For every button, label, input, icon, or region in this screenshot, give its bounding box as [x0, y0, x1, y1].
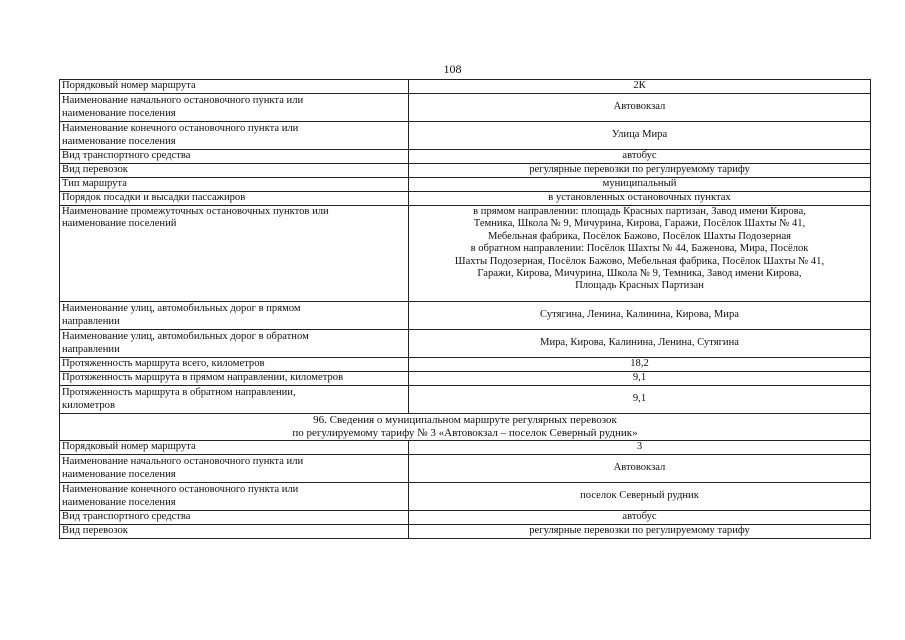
row-value-line: Сутягина, Ленина, Калинина, Кирова, Мира — [540, 309, 739, 321]
row-label-line: Наименование улиц, автомобильных дорог в прямом — [62, 303, 301, 315]
row-label — [60, 441, 409, 455]
row-label-line: наименование поселения — [62, 468, 176, 480]
row-label — [60, 94, 409, 122]
table-row — [60, 483, 871, 511]
row-label-line: Вид транспортного средства — [62, 511, 191, 523]
row-value — [409, 80, 871, 94]
row-value — [409, 330, 871, 358]
page-number: 108 — [443, 62, 462, 76]
row-label — [60, 525, 409, 539]
table-row — [60, 386, 871, 414]
row-label-line: Порядковый номер маршрута — [62, 441, 196, 453]
row-value-line: в обратном направлении: Посёлок Шахты № 44, Баженова, Мира, Посёлок — [470, 243, 809, 255]
row-value-line: Мебельная фабрика, Посёлок Бажово, Посёлок Шахты Подозерная — [487, 230, 792, 242]
table-row — [60, 358, 871, 372]
row-value-line: в прямом направлении: площадь Красных партизан, Завод имени Кирова, — [473, 206, 806, 217]
row-label — [60, 483, 409, 511]
row-label-line: Наименование конечного остановочного пункта или — [62, 123, 299, 135]
row-value-line: Темника, Школа № 9, Мичурина, Кирова, Гаражи, Посёлок Шахты № 41, — [473, 218, 806, 230]
row-value — [409, 94, 871, 122]
row-label — [60, 330, 409, 358]
row-value — [409, 441, 871, 455]
route-3-body — [60, 441, 871, 539]
row-value-line: муниципальный — [602, 178, 677, 190]
table-row — [60, 372, 871, 386]
table-row — [60, 511, 871, 525]
row-label-line: Наименование промежуточных остановочных пунктов или — [62, 206, 329, 217]
row-label-line: Вид перевозок — [62, 525, 128, 537]
row-value — [409, 386, 871, 414]
row-label — [60, 122, 409, 150]
row-value — [409, 455, 871, 483]
row-label-line: направлении — [62, 315, 120, 327]
row-label — [60, 372, 409, 386]
row-label — [60, 358, 409, 372]
table-row — [60, 302, 871, 330]
row-value — [409, 525, 871, 539]
row-value-line: регулярные перевозки по регулируемому тарифу — [529, 164, 750, 176]
section-heading-line-1: 96. Сведения о муниципальном маршруте регулярных перевозок — [313, 414, 617, 426]
section-heading-line-2: по регулируемому тарифу № 3 «Автовокзал – поселок Северный рудник» — [292, 427, 638, 439]
row-label — [60, 302, 409, 330]
section-heading — [60, 414, 871, 441]
row-label-line: Протяженность маршрута в прямом направлении, километров — [62, 372, 344, 384]
row-label-line: наименование поселения — [62, 496, 176, 508]
row-value-line: Шахты Подозерная, Посёлок Бажово, Мебельная фабрика, Посёлок Шахты № 41, — [454, 255, 825, 267]
row-value — [409, 164, 871, 178]
row-label-line: Порядковый номер маршрута — [62, 80, 196, 92]
row-label — [60, 192, 409, 206]
row-label-line: наименование поселений — [62, 218, 177, 230]
table-row — [60, 441, 871, 455]
table-row — [60, 178, 871, 192]
row-value — [409, 483, 871, 511]
table-row — [60, 330, 871, 358]
table-row — [60, 192, 871, 206]
row-label-line: Наименование конечного остановочного пункта или — [62, 484, 299, 496]
row-value-line: Мира, Кирова, Калинина, Ленина, Сутягина — [540, 337, 739, 349]
row-label — [60, 386, 409, 414]
row-value — [409, 192, 871, 206]
row-value-line: 9,1 — [632, 372, 647, 384]
table-row — [60, 455, 871, 483]
table-row — [60, 206, 871, 302]
row-value-line: автобус — [622, 511, 657, 523]
row-value-line: 18,2 — [630, 358, 649, 370]
row-value-line: поселок Северный рудник — [580, 490, 699, 502]
row-value — [409, 358, 871, 372]
table-row — [60, 94, 871, 122]
row-value — [409, 150, 871, 164]
row-value — [409, 511, 871, 525]
row-value — [409, 372, 871, 386]
row-value — [409, 302, 871, 330]
row-label-line: Наименование улиц, автомобильных дорог в обратном — [62, 331, 309, 343]
table-row — [60, 164, 871, 178]
row-label — [60, 80, 409, 94]
table-row — [60, 80, 871, 94]
row-value — [409, 206, 871, 302]
row-value-line: 2К — [633, 80, 646, 92]
section-heading-row — [60, 414, 871, 441]
row-value-line: Автовокзал — [613, 101, 666, 113]
row-label-line: Порядок посадки и высадки пассажиров — [62, 192, 246, 204]
row-label — [60, 455, 409, 483]
row-label-line: километров — [62, 399, 115, 411]
row-value-line: регулярные перевозки по регулируемому тарифу — [529, 525, 750, 537]
row-value-line: в установленных остановочных пунктах — [548, 192, 731, 204]
row-label-line: направлении — [62, 343, 120, 355]
row-label — [60, 511, 409, 525]
row-value-line: Автовокзал — [613, 462, 666, 474]
table-row — [60, 525, 871, 539]
route-2k-body — [60, 80, 871, 414]
row-label — [60, 164, 409, 178]
row-label-line: Вид перевозок — [62, 164, 128, 176]
row-value-line: 9,1 — [632, 393, 647, 405]
row-label-line: наименование поселения — [62, 135, 176, 147]
row-value-line: автобус — [622, 150, 657, 162]
row-value — [409, 178, 871, 192]
row-label — [60, 150, 409, 164]
row-value-line: 3 — [636, 441, 643, 453]
row-label-line: наименование поселения — [62, 107, 176, 119]
row-value-line: Площадь Красных Партизан — [575, 280, 704, 292]
row-label-line: Протяженность маршрута в обратном направлении, — [62, 387, 296, 399]
row-label-line: Наименование начального остановочного пункта или — [62, 95, 304, 107]
table-row — [60, 122, 871, 150]
row-label-line: Вид транспортного средства — [62, 150, 191, 162]
table-row — [60, 150, 871, 164]
row-label — [60, 178, 409, 192]
row-label-line: Тип маршрута — [62, 178, 127, 190]
route-table — [59, 79, 871, 539]
row-value — [409, 122, 871, 150]
row-value-line: Улица Мира — [611, 129, 668, 141]
row-label-line: Наименование начального остановочного пункта или — [62, 456, 304, 468]
section-heading-body — [60, 414, 871, 441]
row-label — [60, 206, 409, 302]
row-value-line: Гаражи, Кирова, Мичурина, Школа № 9, Темника, Завод имени Кирова, — [477, 268, 802, 280]
row-label-line: Протяженность маршрута всего, километров — [62, 358, 265, 370]
